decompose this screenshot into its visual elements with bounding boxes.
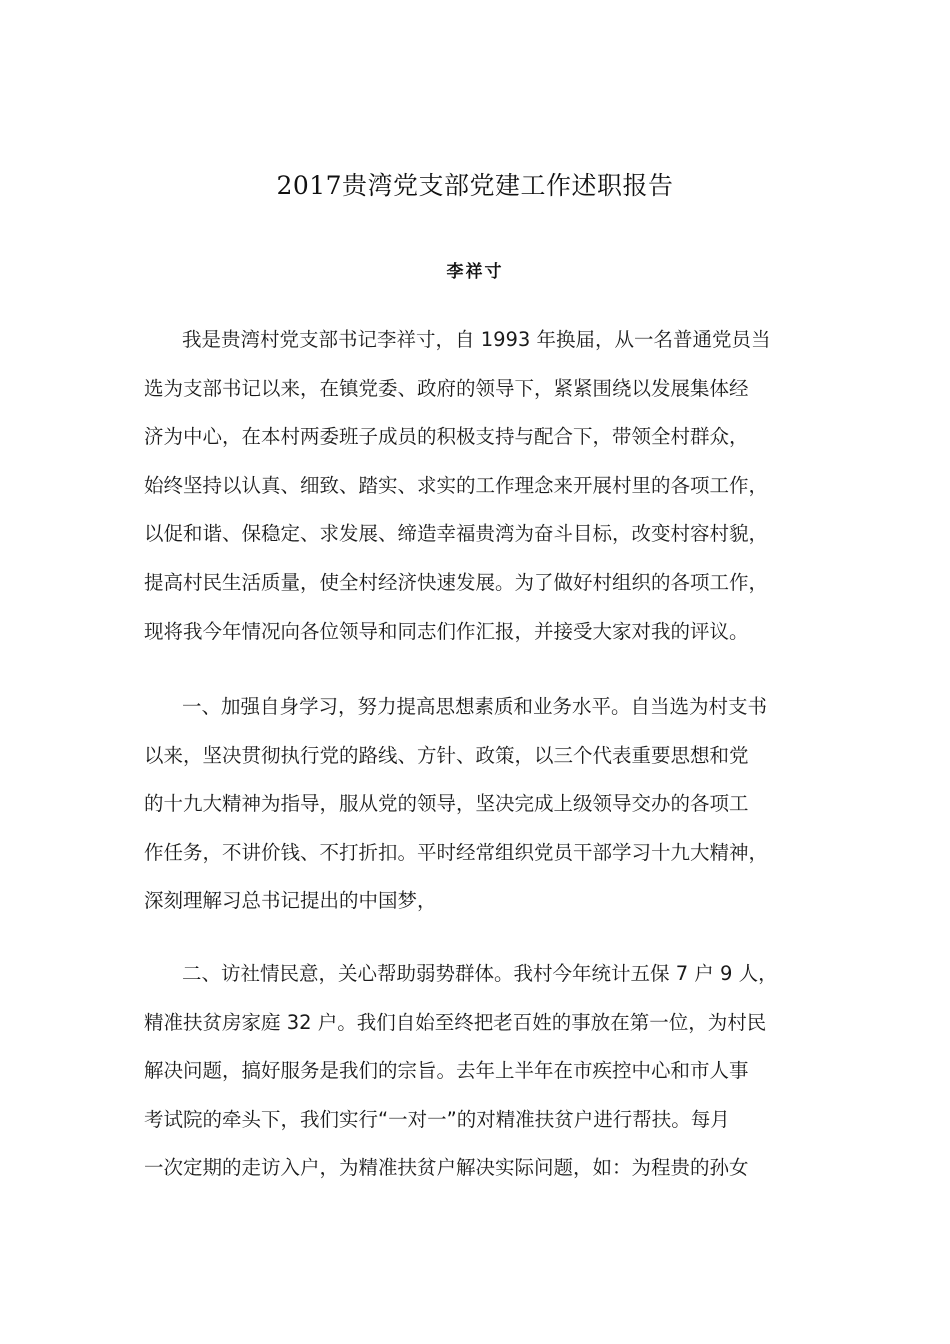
paragraph-section-two: [144, 950, 808, 1193]
document-title: 2017贵湾党支部党建工作述职报告: [276, 171, 674, 200]
paragraph-line: 作任务，不讲价钱、不打折扣。平时经常组织党员干部学习十九大精神，: [144, 840, 769, 864]
paragraph-line: 一次定期的走访入户，为精准扶贫户解决实际问题，如：为程贵的孙女: [144, 1156, 749, 1180]
paragraph-line: 提高村民生活质量，使全村经济快速发展。为了做好村组织的各项工作，: [144, 570, 769, 594]
paragraph-line: 始终坚持以认真、细致、踏实、求实的工作理念来开展村里的各项工作，: [144, 473, 769, 497]
paragraph-line: 以来，坚决贯彻执行党的路线、方针、政策，以三个代表重要思想和党: [144, 743, 749, 767]
paragraph-line: 考试院的牵头下，我们实行“一对一”的对精准扶贫户进行帮扶。每月: [144, 1107, 730, 1131]
paragraph-line: 现将我今年情况向各位领导和同志们作汇报，并接受大家对我的评议。: [144, 619, 749, 643]
paragraph-line: 选为支部书记以来，在镇党委、政府的领导下，紧紧围绕以发展集体经: [144, 376, 749, 400]
paragraph-line: 以促和谐、保稳定、求发展、缔造幸福贵湾为奋斗目标，改变村容村貌，: [144, 522, 769, 546]
paragraph-line: 精准扶贫房家庭 32 户。我们自始至终把老百姓的事放在第一位，为村民: [144, 1010, 767, 1034]
paragraph-line: 二、访社情民意，关心帮助弱势群体。我村今年统计五保 7 户 9 人，: [182, 962, 778, 985]
author-name: 李祥寸: [446, 262, 504, 282]
paragraph-line: 解决问题，搞好服务是我们的宗旨。去年上半年在市疾控中心和市人事: [144, 1059, 749, 1083]
paragraph-line: 我是贵湾村党支部书记李祥寸，自 1993 年换届，从一名普通党员当: [182, 328, 771, 351]
paragraph-line: 一、加强自身学习，努力提高思想素质和业务水平。自当选为村支书: [182, 695, 768, 718]
paragraph-line: 济为中心，在本村两委班子成员的积极支持与配合下，带领全村群众，: [144, 425, 749, 449]
paragraph-section-one: [144, 683, 808, 926]
paragraph-intro: [144, 316, 808, 656]
paragraph-line: 深刻理解习总书记提出的中国梦，: [144, 889, 437, 913]
paragraph-line: 的十九大精神为指导，服从党的领导，坚决完成上级领导交办的各项工: [144, 792, 749, 816]
